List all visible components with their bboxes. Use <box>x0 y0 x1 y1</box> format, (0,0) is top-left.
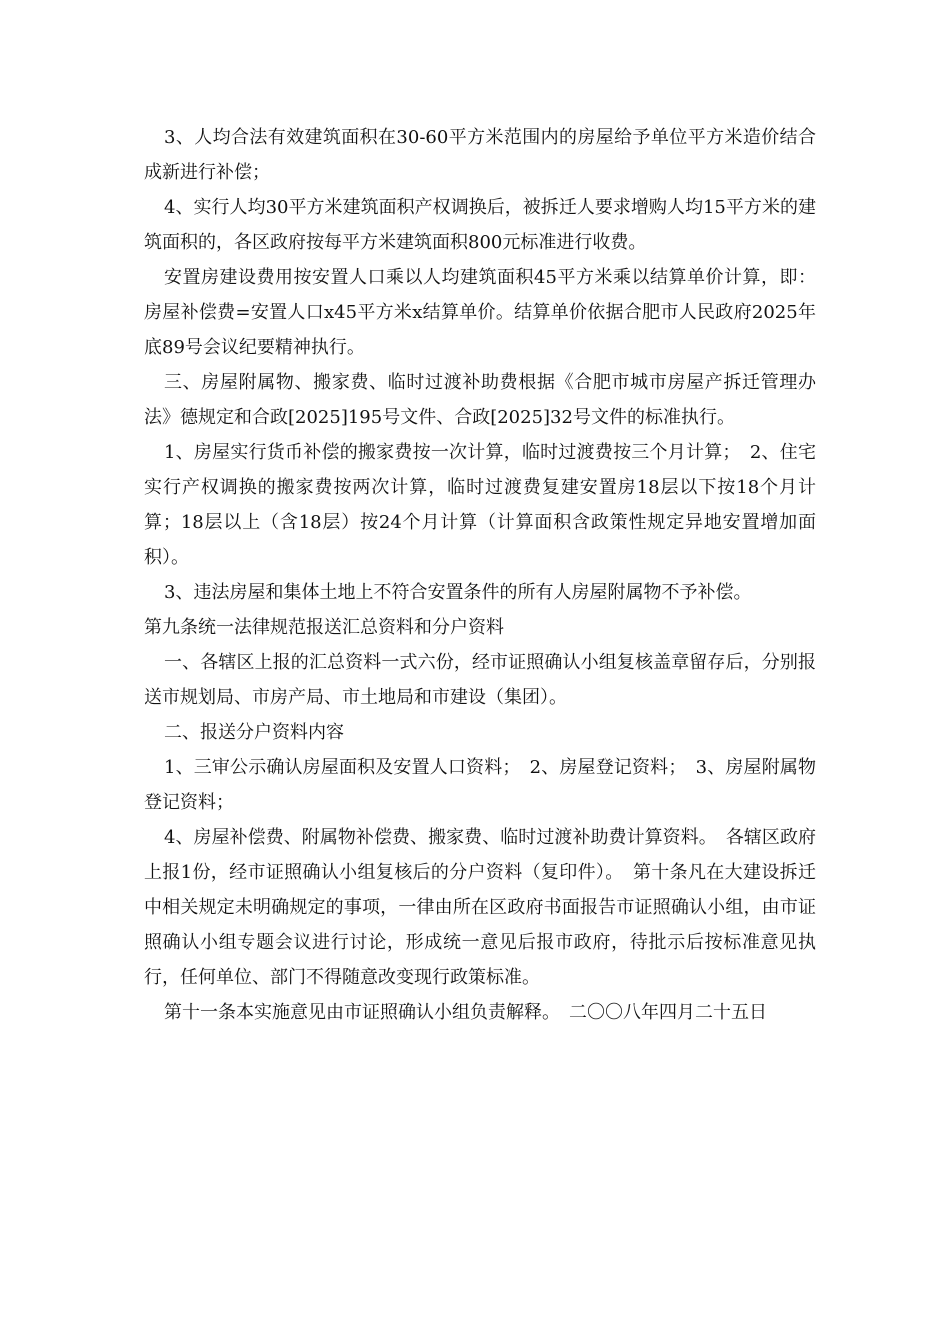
paragraph-8: 一、各辖区上报的汇总资料一式六份，经市证照确认小组复核盖章留存后，分别报送市规划局、市房产局、市土地局和市建设（集团）。 <box>144 652 816 708</box>
paragraph-11: 4、房屋补偿费、附属物补偿费、搬家费、临时过渡补助费计算资料。 各辖区政府上报1份，经市证照确认小组复核后的分户资料（复印件）。 第十条凡在大建设拆迁中相关规定未明确规定的事项，一律由所在区政府书面报告市证照确认小组，由市证照确认小组专题会议进行讨论，形成统一意见后报市政府，待批示后按标准意见执行，任何单位、部门不得随意改变现行政策标准。 <box>144 827 816 988</box>
paragraph-3: 安置房建设费用按安置人口乘以人均建筑面积45平方米乘以结算单价计算，即：房屋补偿费=安置人口x45平方米x结算单价。结算单价依据合肥市人民政府2025年底89号会议纪要精神执行。 <box>144 267 816 358</box>
paragraph-12: 第十一条本实施意见由市证照确认小组负责解释。 二〇〇八年四月二十五日 <box>164 1002 767 1023</box>
paragraph-6: 3、违法房屋和集体土地上不符合安置条件的所有人房屋附属物不予补偿。 <box>164 582 752 603</box>
section-heading-article-9: 第九条统一法律规范报送汇总资料和分户资料 <box>144 617 504 638</box>
paragraph-10: 1、三审公示确认房屋面积及安置人口资料； 2、房屋登记资料； 3、房屋附属物登记资料； <box>144 757 816 813</box>
paragraph-4: 三、房屋附属物、搬家费、临时过渡补助费根据《合肥市城市房屋产拆迁管理办法》德规定和合政[2025]195号文件、合政[2025]32号文件的标准执行。 <box>144 372 816 428</box>
paragraph-2: 4、实行人均30平方米建筑面积产权调换后，被拆迁人要求增购人均15平方米的建筑面积的，各区政府按每平方米建筑面积800元标准进行收费。 <box>144 197 816 253</box>
paragraph-5: 1、房屋实行货币补偿的搬家费按一次计算，临时过渡费按三个月计算； 2、住宅实行产权调换的搬家费按两次计算，临时过渡费复建安置房18层以下按18个月计算；18层以上（含18层）按24个月计算（计算面积含政策性规定异地安置增加面积）。 <box>144 442 816 568</box>
document-body <box>144 120 816 1030</box>
paragraph-9: 二、报送分户资料内容 <box>164 722 344 743</box>
paragraph-1: 3、人均合法有效建筑面积在30-60平方米范围内的房屋给予单位平方米造价结合成新进行补偿； <box>144 127 816 183</box>
